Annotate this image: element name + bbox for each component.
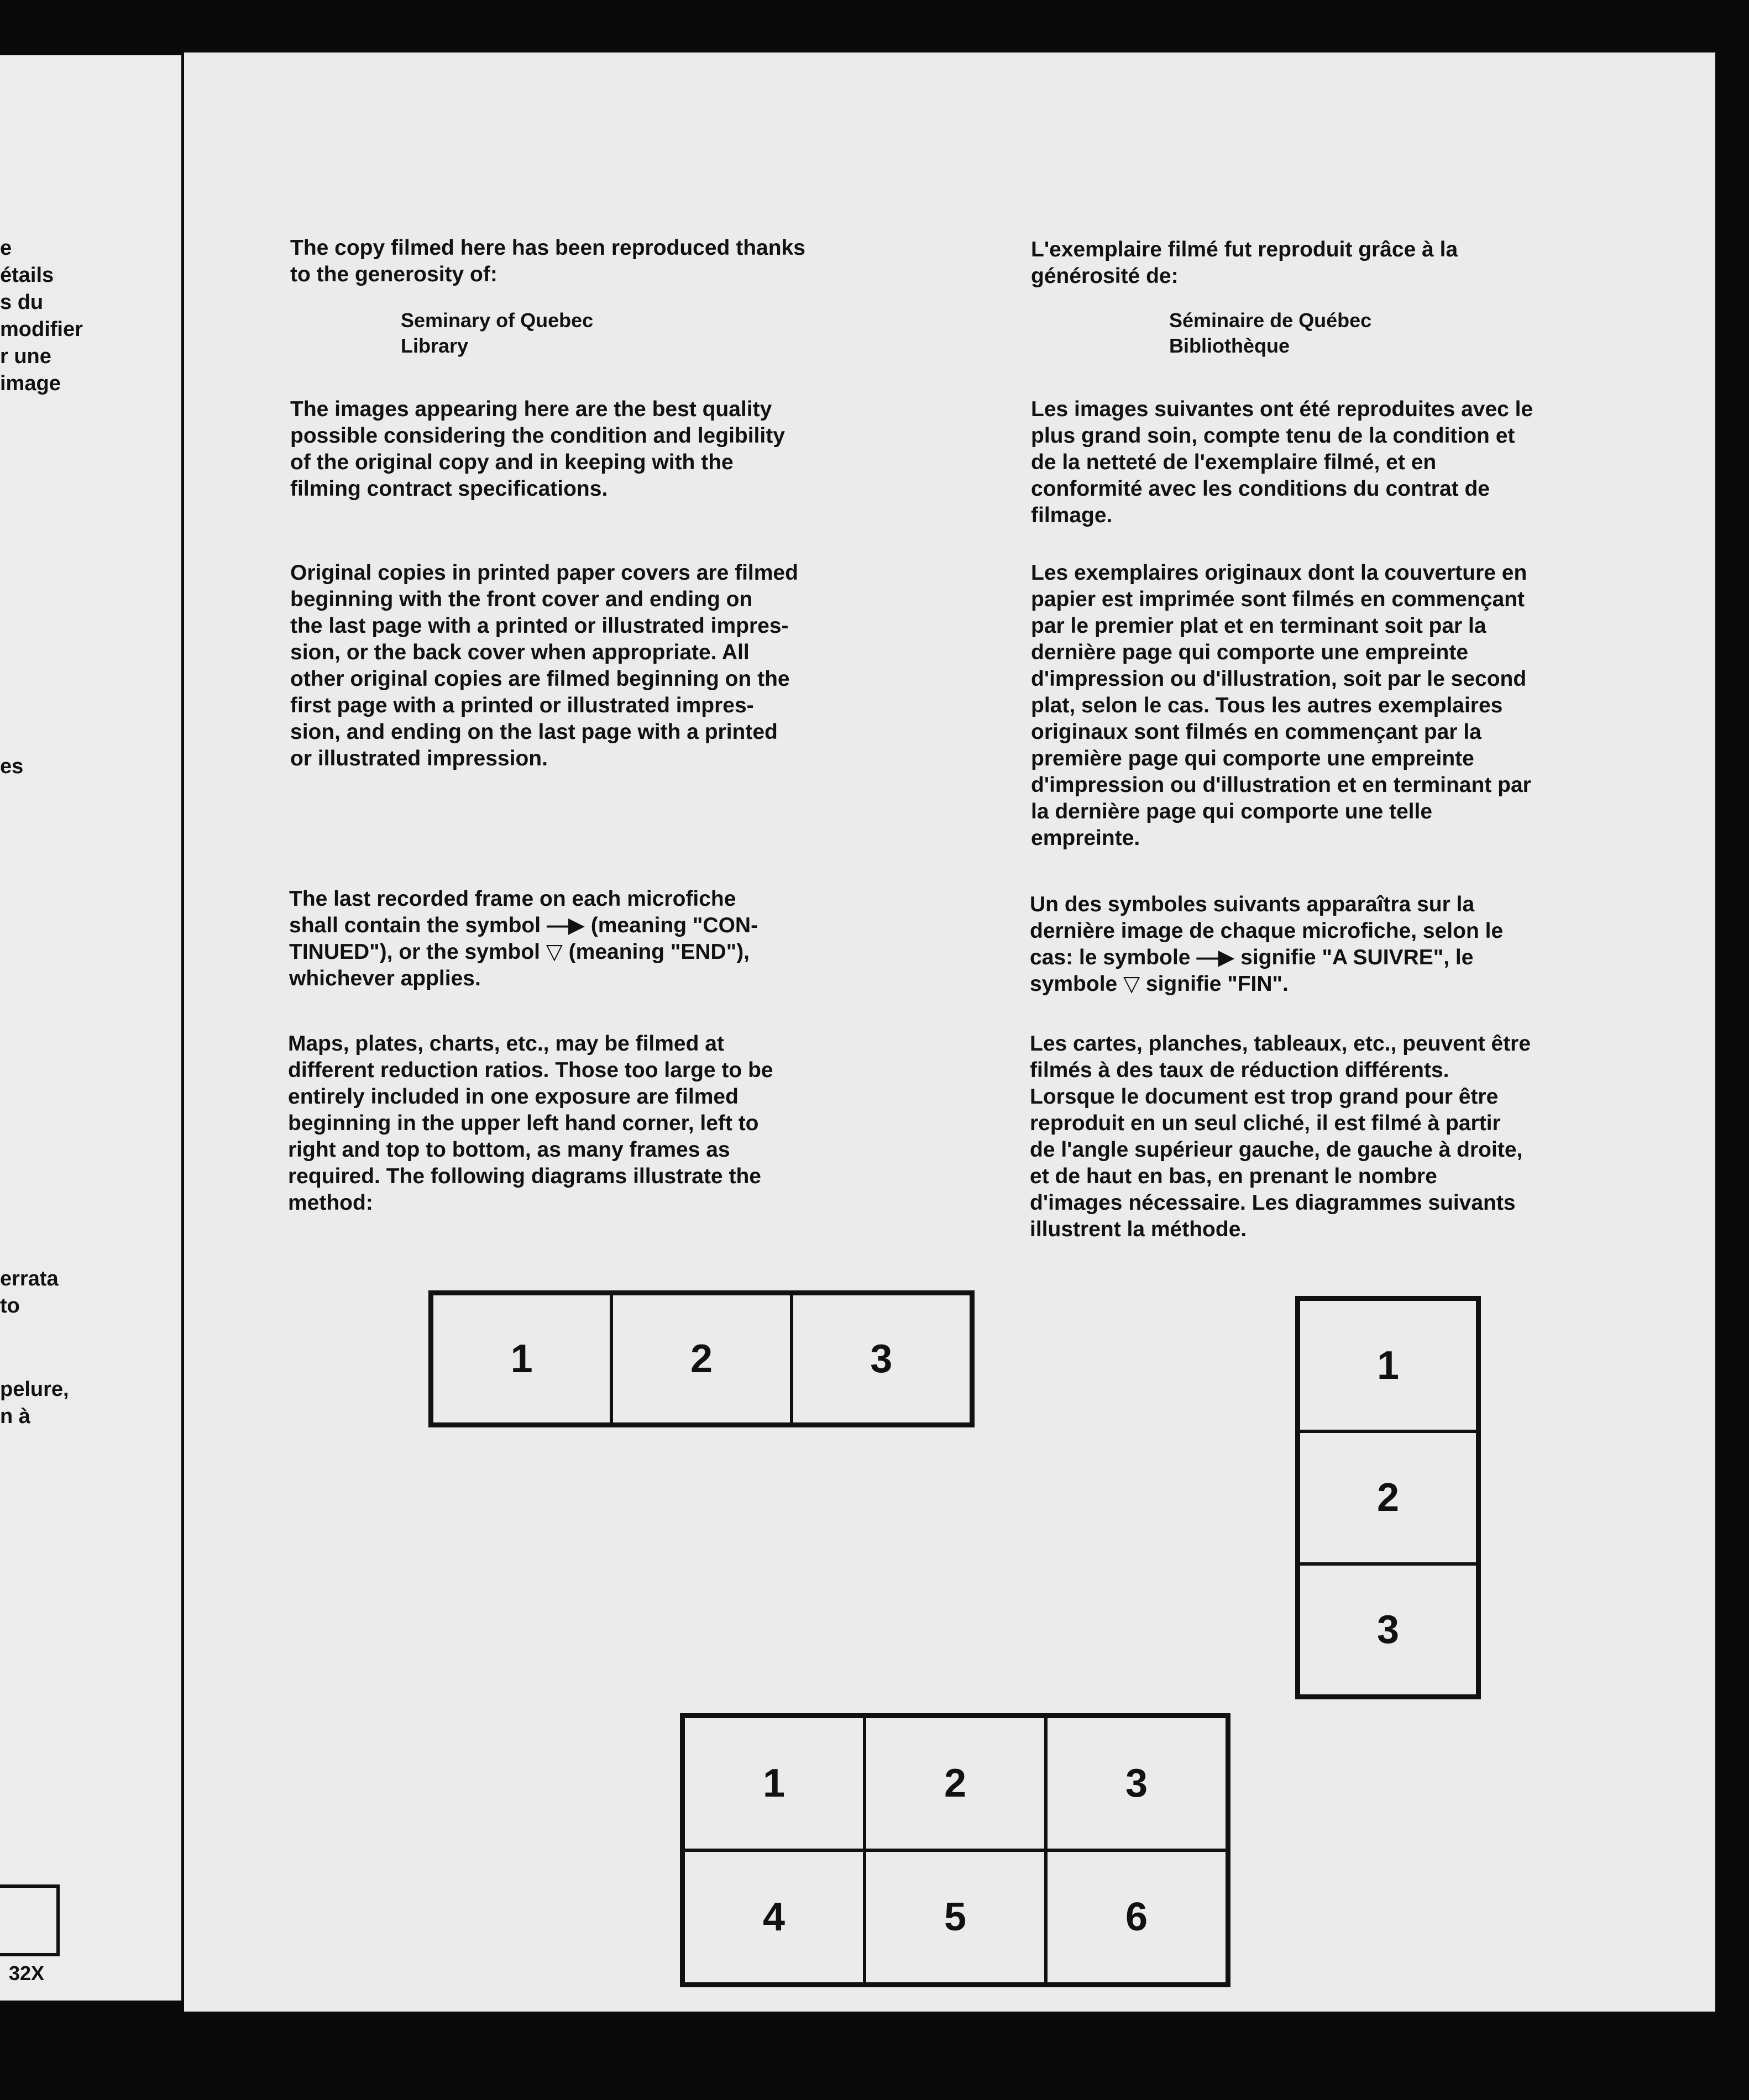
- fr-acknowledgement: [1031, 237, 1458, 290]
- text-line: modifier: [0, 318, 83, 341]
- text-line: symbole ▽ signifie "FIN".: [1030, 972, 1289, 996]
- text-line: première page qui comporte une empreinte: [1031, 747, 1474, 770]
- en-maps-note: [288, 1031, 773, 1216]
- text-line: cas: le symbole —▶ signifie "A SUIVRE", le: [1030, 946, 1474, 969]
- text-line: s du: [0, 291, 44, 314]
- left-fragments-lower: [0, 1266, 59, 1320]
- text-line: étails: [0, 264, 54, 287]
- text-line: beginning with the front cover and ending on: [290, 587, 753, 611]
- text-line: plus grand soin, compte tenu de la condition et: [1031, 424, 1515, 448]
- text-line: possible considering the condition and legibility: [290, 424, 785, 448]
- text-line: r une: [0, 345, 51, 368]
- text-line: different reduction ratios. Those too large to be: [288, 1058, 773, 1082]
- left-page-edge: [0, 55, 181, 2001]
- text-line: the last page with a printed or illustrated impres-: [290, 614, 789, 638]
- en-acknowledgement: [290, 235, 805, 288]
- text-line: plat, selon le cas. Tous les autres exemplaires: [1031, 694, 1503, 717]
- text-line: Original copies in printed paper covers are filmed: [290, 561, 798, 585]
- text-line: d'impression ou d'illustration, soit par le second: [1031, 667, 1527, 691]
- en-institution: [401, 308, 593, 359]
- text-line: d'images nécessaire. Les diagrammes suivants: [1030, 1191, 1516, 1215]
- text-line: The copy filmed here has been reproduced thanks: [290, 236, 805, 260]
- diagram-frame-2: 2: [611, 1294, 791, 1424]
- text-line: TINUED"), or the symbol ▽ (meaning "END"),: [289, 940, 750, 964]
- diagram-frame-1: 1: [683, 1716, 865, 1850]
- text-line: Les cartes, planches, tableaux, etc., peuvent être: [1030, 1032, 1531, 1056]
- text-line: Maps, plates, charts, etc., may be filmed at: [288, 1032, 724, 1056]
- en-symbols-note: [289, 886, 758, 992]
- text-line: method:: [288, 1191, 373, 1215]
- diagram-horizontal-strip: [428, 1290, 975, 1427]
- text-line: la dernière page qui comporte une telle: [1031, 800, 1433, 823]
- text-line: image: [0, 372, 61, 395]
- diagram-frame-3: 3: [792, 1294, 971, 1424]
- text-line: illustrent la méthode.: [1030, 1217, 1247, 1241]
- text-line: d'impression ou d'illustration et en terminant par: [1031, 773, 1531, 797]
- text-line: dernière page qui comporte une empreinte: [1031, 641, 1469, 664]
- text-line: dernière image de chaque microfiche, selon le: [1030, 919, 1504, 943]
- diagram-frame-1: 1: [1298, 1299, 1478, 1431]
- left-fragment-mid: es: [0, 755, 24, 778]
- text-line: n à: [0, 1405, 30, 1428]
- text-line: Bibliothèque: [1169, 334, 1290, 357]
- text-line: originaux sont filmés en commençant par la: [1031, 720, 1481, 744]
- text-line: de l'angle supérieur gauche, de gauche à droite,: [1030, 1138, 1523, 1162]
- text-line: de la netteté de l'exemplaire filmé, et en: [1031, 450, 1437, 474]
- text-line: e: [0, 237, 12, 260]
- text-line: Les exemplaires originaux dont la couverture en: [1031, 561, 1527, 585]
- en-quality-note: [290, 396, 785, 502]
- text-line: filming contract specifications.: [290, 477, 608, 501]
- text-line: Lorsque le document est trop grand pour être: [1030, 1085, 1499, 1109]
- text-line: whichever applies.: [289, 967, 481, 990]
- text-line: pelure,: [0, 1378, 69, 1401]
- fr-quality-note: [1031, 396, 1533, 529]
- text-line: Les images suivantes ont été reproduites avec le: [1031, 397, 1533, 421]
- text-line: Un des symboles suivants apparaîtra sur la: [1030, 893, 1475, 916]
- text-line: générosité de:: [1031, 264, 1179, 288]
- left-fragments-lowest: [0, 1376, 69, 1430]
- text-line: empreinte.: [1031, 826, 1140, 850]
- text-line: of the original copy and in keeping with the: [290, 450, 734, 474]
- diagram-frame-6: 6: [1046, 1850, 1227, 1984]
- text-line: errata: [0, 1267, 59, 1290]
- text-line: to the generosity of:: [290, 262, 498, 286]
- en-original-copies: [290, 560, 798, 772]
- text-line: papier est imprimée sont filmés en commençant: [1031, 587, 1525, 611]
- reduction-target-box: [0, 1884, 60, 1956]
- reduction-label-32x: 32X: [9, 1962, 45, 1985]
- text-line: or illustrated impression.: [290, 747, 548, 770]
- text-line: The last recorded frame on each microfiche: [289, 887, 736, 911]
- fr-original-copies: [1031, 560, 1531, 852]
- fr-maps-note: [1030, 1031, 1531, 1243]
- text-line: right and top to bottom, as many frames as: [288, 1138, 730, 1162]
- text-line: required. The following diagrams illustrate the: [288, 1164, 761, 1188]
- text-line: filmés à des taux de réduction différents.: [1030, 1058, 1449, 1082]
- diagram-frame-5: 5: [865, 1850, 1046, 1984]
- diagram-frame-2: 2: [865, 1716, 1046, 1850]
- text-line: et de haut en bas, en prenant le nombre: [1030, 1164, 1437, 1188]
- diagram-frame-3: 3: [1046, 1716, 1227, 1850]
- diagram-frame-1: 1: [432, 1294, 611, 1424]
- text-line: other original copies are filmed beginning on the: [290, 667, 790, 691]
- text-line: par le premier plat et en terminant soit par la: [1031, 614, 1486, 638]
- text-line: Seminary of Quebec: [401, 309, 594, 332]
- main-page: [184, 53, 1715, 2012]
- text-line: sion, or the back cover when appropriate. All: [290, 641, 750, 664]
- text-line: beginning in the upper left hand corner, left to: [288, 1111, 759, 1135]
- diagram-frame-2: 2: [1298, 1431, 1478, 1563]
- text-line: filmage.: [1031, 503, 1113, 527]
- text-line: L'exemplaire filmé fut reproduit grâce à la: [1031, 238, 1458, 261]
- fr-institution: [1169, 308, 1371, 359]
- diagram-two-by-three-grid: [680, 1713, 1230, 1987]
- text-line: shall contain the symbol —▶ (meaning "CON-: [289, 914, 758, 937]
- text-line: sion, and ending on the last page with a printed: [290, 720, 778, 744]
- diagram-frame-3: 3: [1298, 1564, 1478, 1696]
- text-line: first page with a printed or illustrated impres-: [290, 694, 754, 717]
- diagram-frame-4: 4: [683, 1850, 865, 1984]
- left-fragments-top: [0, 235, 83, 397]
- text-line: Library: [401, 334, 469, 357]
- text-line: Séminaire de Québec: [1169, 309, 1372, 332]
- text-line: to: [0, 1294, 20, 1317]
- text-line: The images appearing here are the best quality: [290, 397, 772, 421]
- text-line: reproduit en un seul cliché, il est filmé à partir: [1030, 1111, 1501, 1135]
- text-line: entirely included in one exposure are filmed: [288, 1085, 739, 1109]
- fr-symbols-note: [1030, 891, 1503, 998]
- diagram-vertical-strip: [1295, 1296, 1481, 1699]
- text-line: conformité avec les conditions du contrat de: [1031, 477, 1490, 501]
